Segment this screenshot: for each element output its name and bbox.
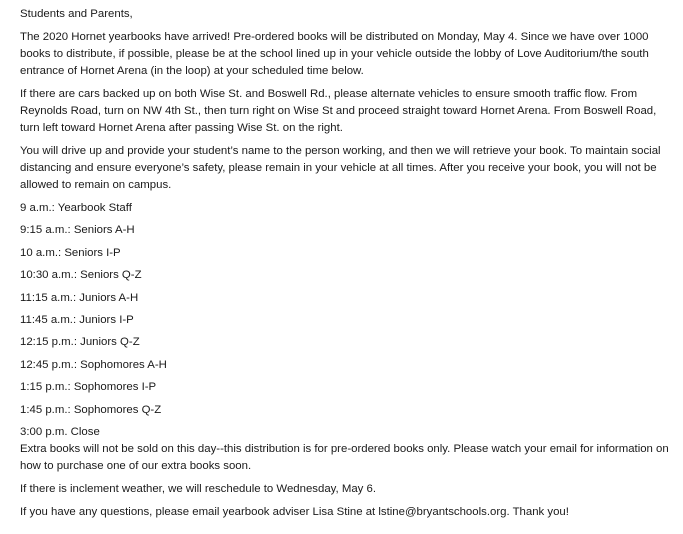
closing-section bbox=[20, 441, 672, 521]
schedule-list bbox=[20, 200, 672, 441]
paragraph-procedure: You will drive up and provide your student’s name to the person working, and then we will retrieve your book. To maintain social distancing and ensure everyone’s safety, please remain in your vehicle at all times. After you receive your book, you will not be allowed to remain on campus. bbox=[20, 145, 661, 191]
schedule-item: 11:45 a.m.: Juniors I-P bbox=[20, 313, 134, 326]
paragraph-weather: If there is inclement weather, we will reschedule to Wednesday, May 6. bbox=[20, 482, 377, 495]
schedule-item: 11:15 a.m.: Juniors A-H bbox=[20, 291, 139, 304]
schedule-item: 3:00 p.m. Close bbox=[20, 425, 100, 438]
schedule-item: 9:15 a.m.: Seniors A-H bbox=[20, 224, 135, 237]
questions-suffix: . Thank you! bbox=[506, 505, 569, 518]
paragraph-distribution: The 2020 Hornet yearbooks have arrived! Pre-ordered books will be distributed on Monday, May 4. Since we have over 1000 books to distribute, if possible, please be at the school lined up in your vehicle outside the lobby of Love Auditorium/the south entrance of Hornet Arena (in the loop) at your scheduled time below. bbox=[20, 31, 649, 77]
schedule-item: 10:30 a.m.: Seniors Q-Z bbox=[20, 269, 142, 282]
schedule-item: 12:45 p.m.: Sophomores A-H bbox=[20, 358, 167, 371]
paragraph-questions bbox=[20, 504, 672, 521]
schedule-item: 1:45 p.m.: Sophomores Q-Z bbox=[20, 403, 162, 416]
schedule-item: 12:15 p.m.: Juniors Q-Z bbox=[20, 336, 140, 349]
paragraph-extra-books: Extra books will not be sold on this day--this distribution is for pre-ordered books only. Please watch your email for information on how to purchase one of our extra books soon. bbox=[20, 442, 669, 472]
paragraph-traffic: If there are cars backed up on both Wise St. and Boswell Rd., please alternate vehicles to ensure smooth traffic flow. From Reynolds Road, turn on NW 4th St., then turn right on Wise St and proceed straight toward Hornet Arena. From Boswell Road, turn left toward Hornet Arena after passing Wise St. on the right. bbox=[20, 88, 657, 134]
schedule-item: 10 a.m.: Seniors I-P bbox=[20, 246, 121, 259]
schedule-item: 1:15 p.m.: Sophomores I-P bbox=[20, 381, 157, 394]
schedule-item: 9 a.m.: Yearbook Staff bbox=[20, 202, 132, 214]
greeting: Students and Parents, bbox=[20, 8, 133, 20]
email-link[interactable]: lstine@bryantschools.org bbox=[378, 505, 507, 518]
announcement bbox=[20, 6, 672, 527]
questions-prefix: If you have any questions, please email yearbook adviser Lisa Stine at bbox=[20, 505, 379, 518]
